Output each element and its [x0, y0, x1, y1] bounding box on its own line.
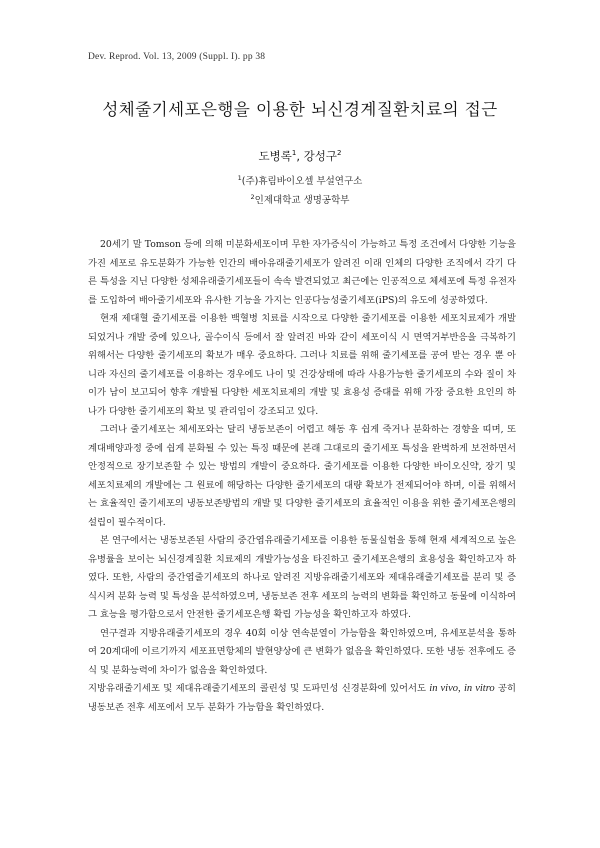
italic-term: in vivo,: [429, 683, 461, 694]
author-affiliation-mark: 2: [336, 149, 342, 157]
text-run: 공히 냉동보존 전후 세포에서 모두 분화가 가능함을 확인하였다.: [88, 683, 516, 713]
body-paragraph: 현재 제대혈 줄기세포를 이용한 백혈병 치료를 시작으로 다양한 줄기세포를 이용한 세포치료제가 개발되었거나 개발 중에 있으나, 골수이식 등에서 잘 알려진 바와 같이 세포이식 시 면역거부반응을 극복하기 위해서는 다양한 줄기세포의 확보가 매우 중요하다. 그러나 치료를 위해 줄기세포를 공여 받는 경우 뿐 아니라 자신의 줄기세포를 이용하는 경우에도 나이 및 건강상태에 따라 사용가능한 줄기세포의 수와 질이 차이가 남이 보고되어 향후 개발될 다양한 세포치료제의 개발 및 효용성 증대를 위해 가장 중요한 요인의 하나가 다양한 줄기세포의 확보 및 관리임이 강조되고 있다.: [88, 313, 516, 417]
journal-citation: Dev. Reprod. Vol. 13, 2009 (Suppl. I). pp 38: [88, 52, 266, 62]
body-paragraph: 그러나 줄기세포는 체세포와는 달리 냉동보존이 어렵고 해동 후 쉽게 죽거나 분화하는 경향을 띠며, 또 계대배양과정 중에 쉽게 분화될 수 있는 특징 때문에 본래 그대로의 줄기세포 특성을 완벽하게 보전하면서 안정적으로 장기보존할 수 있는 방법의 개발이 중요하다. 줄기세포를 이용한 다양한 바이오신약, 장기 및 세포치료제의 개발에는 그 원료에 해당하는 다양한 줄기세포의 대량 확보가 전제되어야 하며, 이를 위해서는 효율적인 줄기세포의 냉동보존방법의 개발 및 다양한 줄기세포의 효율적인 이용을 위한 줄기세포은행의 설립이 필수적이다.: [88, 424, 516, 528]
affiliation: [0, 192, 600, 206]
affiliation-mark: 2: [250, 193, 255, 201]
author-affiliation-mark: 1: [291, 149, 297, 157]
affiliation: [0, 173, 600, 187]
body-paragraph: 20세기 말 Tomson 등에 의해 미분화세포이며 무한 자가증식이 가능하고 특정 조건에서 다양한 기능을 가진 세포로 유도분화가 가능한 인간의 배아유래줄기세포가 알려진 이래 인체의 다양한 조직에서 각기 다른 특성을 지닌 다양한 성체유래줄기세포들이 속속 발견되었고 최근에는 인공적으로 체세포에 특정 유전자를 도입하여 배아줄기세포와 유사한 기능을 가지는 인공다능성줄기세포(iPS)의 유도에 성공하였다.: [88, 239, 516, 306]
italic-term: in vitro: [464, 683, 495, 694]
abstract-body: [88, 236, 516, 717]
paper-title: 성체줄기세포은행을 이용한 뇌신경계질환치료의 접근: [102, 100, 498, 119]
affiliation-mark: 1: [237, 174, 242, 182]
text-run: 지방유래줄기세포 및 제대유래줄기세포의 콜린성 및 도파민성 신경분화에 있어서도: [88, 683, 430, 694]
author-name: 도병록: [258, 149, 292, 163]
affiliation-text: (주)휴림바이오셀 부설연구소: [241, 176, 363, 187]
body-paragraph: 본 연구에서는 냉동보존된 사람의 중간엽유래줄기세포를 이용한 동물실험을 통해 현재 세계적으로 높은 유병률을 보이는 뇌신경계질환 치료제의 개발가능성을 타진하고 줄기세포은행의 효용성을 확인하고자 하였다. 또한, 사람의 중간엽줄기세포의 하나로 알려진 지방유래줄기세포와 제대유래줄기세포를 분리 및 증식시켜 분화 능력 및 특성을 분석하였으며, 냉동보존 전후 세포의 능력의 변화를 확인하고 동물에 이식하여 그 효능을 평가함으로서 안전한 줄기세포은행 확립 가능성을 확인하고자 하였다.: [88, 535, 516, 620]
affiliation-text: 인제대학교 생명공학부: [254, 195, 350, 206]
author-name: 강성구: [303, 149, 337, 163]
body-paragraph-final: [88, 680, 516, 717]
body-paragraph: 연구결과 지방유래줄기세포의 경우 40회 이상 연속분열이 가능함을 확인하였으며, 유세포분석을 통하여 20계대에 이르기까지 세포표면항체의 발현양상에 큰 변화가 없음을 확인하였다. 또한 냉동 전후에도 증식 및 분화능력에 차이가 없음을 확인하였다.: [88, 627, 516, 676]
author-separator: ,: [296, 149, 304, 163]
author-line: [0, 148, 600, 164]
